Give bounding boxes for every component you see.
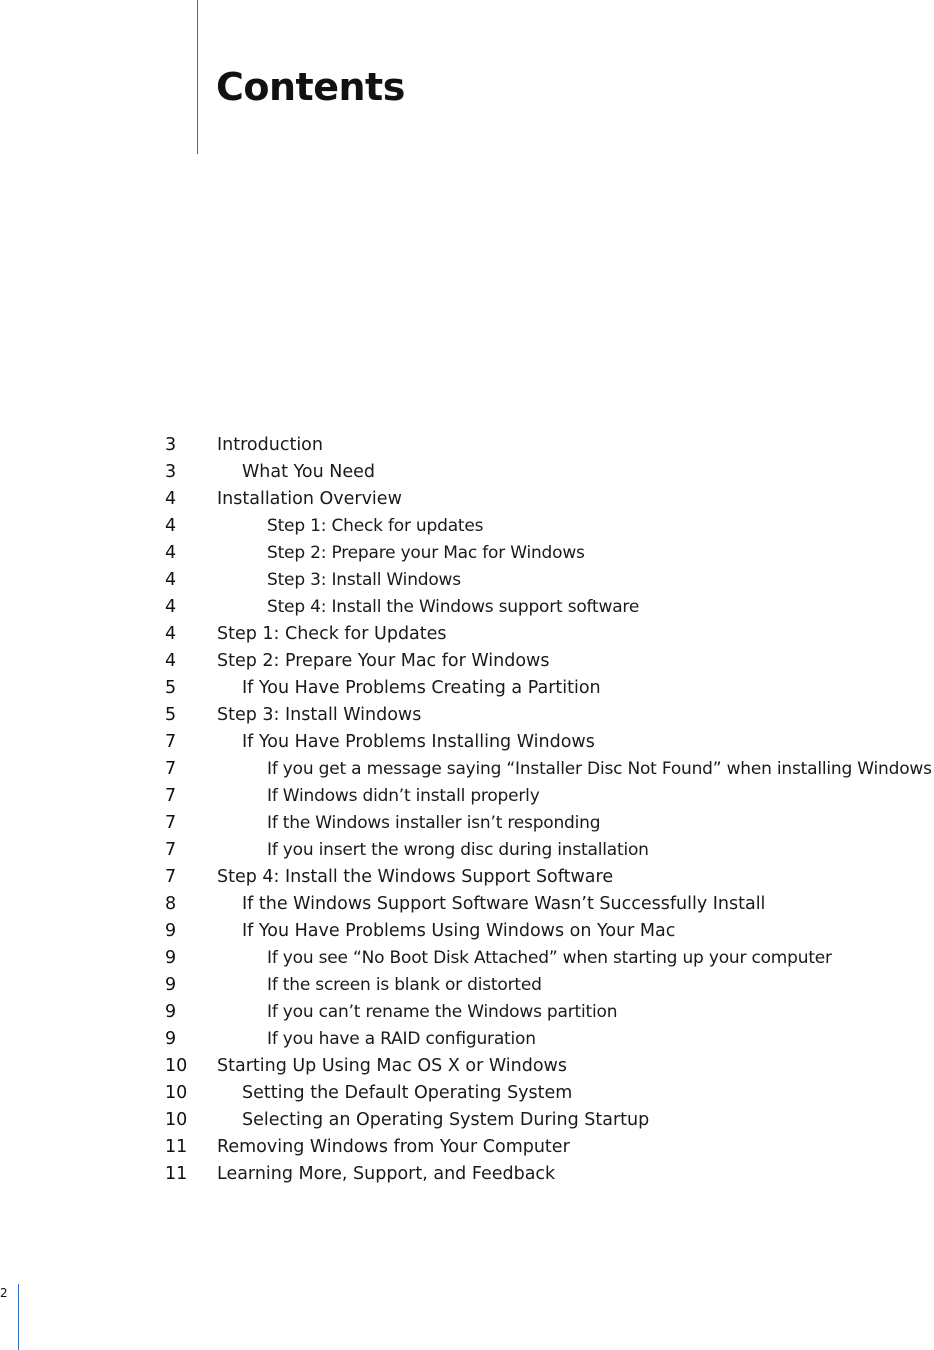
toc-entry-title[interactable]: Setting the Default Operating System — [242, 1083, 573, 1103]
toc-page-number: 9 — [165, 948, 177, 968]
footer-rule — [18, 1284, 19, 1350]
toc-entry[interactable] — [0, 1079, 934, 1106]
toc-entry-title[interactable]: If the Windows installer isn’t responding — [267, 813, 601, 833]
toc-entry-title[interactable]: Step 2: Prepare your Mac for Windows — [267, 543, 585, 563]
toc-page-number: 7 — [165, 840, 177, 860]
toc-entry[interactable] — [0, 431, 934, 458]
toc-entry[interactable] — [0, 836, 934, 863]
toc-entry[interactable] — [0, 512, 934, 539]
toc-entry[interactable] — [0, 890, 934, 917]
toc-entry-title[interactable]: If Windows didn’t install properly — [267, 786, 540, 806]
toc-page-number: 4 — [165, 651, 177, 671]
toc-entry-title[interactable]: Selecting an Operating System During Startup — [242, 1110, 650, 1130]
toc-page-number: 9 — [165, 1029, 177, 1049]
toc-entry-title[interactable]: If you can’t rename the Windows partition — [267, 1002, 618, 1022]
toc-entry-title[interactable]: Step 3: Install Windows — [217, 705, 422, 725]
toc-entry-title[interactable]: Step 3: Install Windows — [267, 570, 461, 590]
toc-page-number: 3 — [165, 435, 177, 455]
toc-entry-title[interactable]: Installation Overview — [217, 489, 402, 509]
toc-entry[interactable] — [0, 998, 934, 1025]
toc-page-number: 7 — [165, 786, 177, 806]
toc-entry[interactable] — [0, 620, 934, 647]
toc-entry-title[interactable]: If You Have Problems Using Windows on Your Mac — [242, 921, 676, 941]
toc-entry[interactable] — [0, 944, 934, 971]
toc-page-number: 7 — [165, 759, 177, 779]
toc-entry[interactable] — [0, 1052, 934, 1079]
toc-page-number: 10 — [165, 1110, 188, 1130]
toc-entry[interactable] — [0, 1025, 934, 1052]
toc-entry-title[interactable]: If you see “No Boot Disk Attached” when starting up your computer — [267, 948, 832, 968]
toc-page-number: 4 — [165, 516, 177, 536]
toc-page-number: 4 — [165, 597, 177, 617]
toc-page-number: 5 — [165, 678, 177, 698]
toc-page-number: 9 — [165, 1002, 177, 1022]
toc-entry[interactable] — [0, 701, 934, 728]
toc-page-number: 10 — [165, 1083, 188, 1103]
toc-entry-title[interactable]: What You Need — [242, 462, 376, 482]
toc-page-number: 11 — [165, 1164, 188, 1184]
toc-page-number: 4 — [165, 543, 177, 563]
toc-entry[interactable] — [0, 485, 934, 512]
toc-page-number: 7 — [165, 732, 177, 752]
toc-entry[interactable] — [0, 566, 934, 593]
toc-entry[interactable] — [0, 971, 934, 998]
toc-entry[interactable] — [0, 1160, 934, 1187]
toc-page-number: 11 — [165, 1137, 188, 1157]
toc-entry[interactable] — [0, 647, 934, 674]
toc-entry-title[interactable]: If you get a message saying “Installer Disc Not Found” when installing Windows — [267, 759, 932, 779]
toc-entry-title[interactable]: If you have a RAID conﬁguration — [267, 1029, 536, 1049]
toc-entry-title[interactable]: If You Have Problems Installing Windows — [242, 732, 595, 752]
toc-entry[interactable] — [0, 863, 934, 890]
toc-entry[interactable] — [0, 593, 934, 620]
toc-page-number: 4 — [165, 624, 177, 644]
toc-page-number: 7 — [165, 813, 177, 833]
toc-entry-title[interactable]: Learning More, Support, and Feedback — [217, 1164, 556, 1184]
toc-entry-title[interactable]: If the screen is blank or distorted — [267, 975, 542, 995]
toc-entry[interactable] — [0, 782, 934, 809]
toc-page-number: 7 — [165, 867, 177, 887]
toc-entry-title[interactable]: If the Windows Support Software Wasn’t Successfully Install — [242, 894, 766, 914]
toc-page-number: 10 — [165, 1056, 188, 1076]
toc-entry-title[interactable]: If You Have Problems Creating a Partition — [242, 678, 601, 698]
toc-page-number: 3 — [165, 462, 177, 482]
toc-entry-title[interactable]: Step 4: Install the Windows support software — [267, 597, 640, 617]
toc-entry-title[interactable]: Step 4: Install the Windows Support Software — [217, 867, 614, 887]
table-of-contents — [0, 431, 934, 1187]
page-title: Contents — [216, 65, 405, 109]
toc-entry[interactable] — [0, 1106, 934, 1133]
toc-entry-title[interactable]: Removing Windows from Your Computer — [217, 1137, 570, 1157]
page-number: 2 — [0, 1286, 8, 1300]
toc-page-number: 9 — [165, 975, 177, 995]
toc-entry-title[interactable]: Starting Up Using Mac OS X or Windows — [217, 1056, 567, 1076]
toc-entry[interactable] — [0, 755, 934, 782]
toc-page-number: 8 — [165, 894, 177, 914]
toc-entry[interactable] — [0, 674, 934, 701]
header-rule — [197, 0, 198, 154]
toc-entry[interactable] — [0, 728, 934, 755]
toc-entry-title[interactable]: Step 1: Check for Updates — [217, 624, 447, 644]
toc-page-number: 5 — [165, 705, 177, 725]
toc-entry[interactable] — [0, 1133, 934, 1160]
toc-entry[interactable] — [0, 539, 934, 566]
toc-page-number: 9 — [165, 921, 177, 941]
toc-page-number: 4 — [165, 489, 177, 509]
toc-entry-title[interactable]: Step 2: Prepare Your Mac for Windows — [217, 651, 550, 671]
toc-entry-title[interactable]: Step 1: Check for updates — [267, 516, 484, 536]
toc-entry-title[interactable]: If you insert the wrong disc during installation — [267, 840, 649, 860]
toc-entry-title[interactable]: Introduction — [217, 435, 323, 455]
toc-entry[interactable] — [0, 458, 934, 485]
toc-entry[interactable] — [0, 809, 934, 836]
toc-page-number: 4 — [165, 570, 177, 590]
toc-entry[interactable] — [0, 917, 934, 944]
